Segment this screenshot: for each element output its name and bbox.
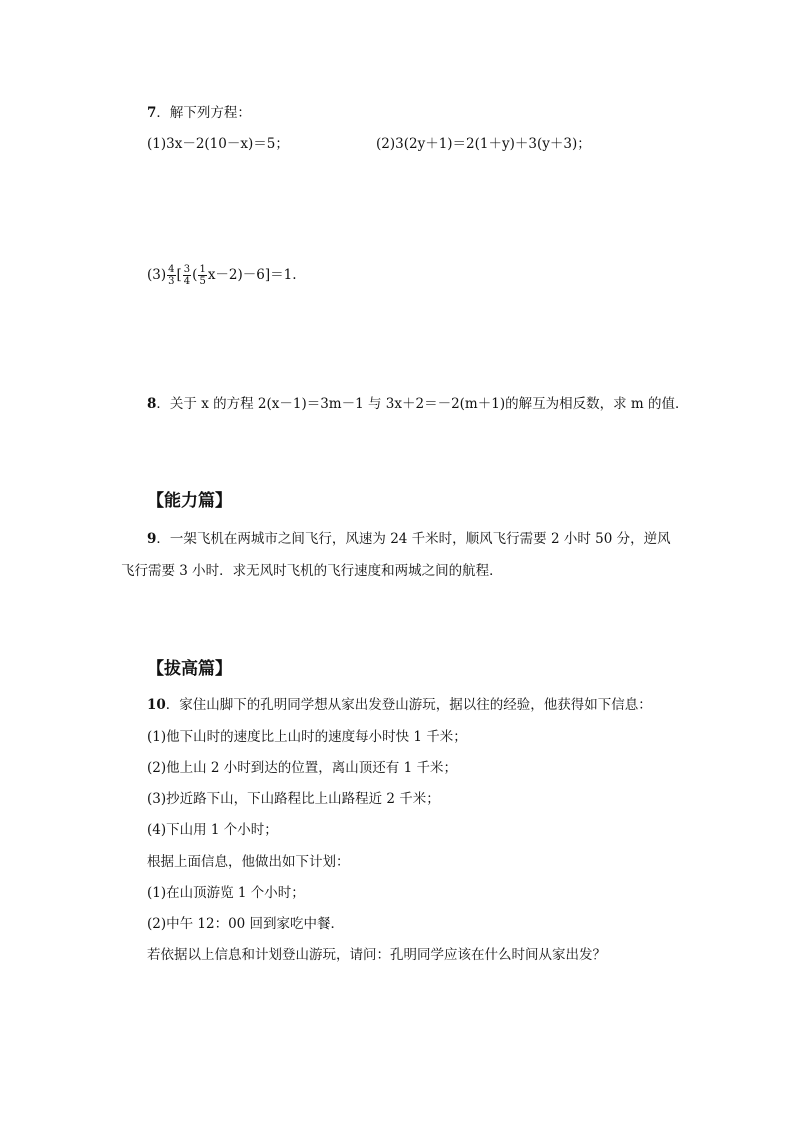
fraction-numerator: 3: [183, 264, 191, 275]
q10-plan-item: (1)在山顶游览 1 个小时；: [147, 885, 305, 901]
fraction-denominator: 3: [168, 276, 175, 287]
section-heading-advanced: 【拔高篇】: [147, 659, 232, 679]
q10-plan-intro: 根据上面信息，他做出如下计划：: [147, 854, 350, 870]
paren-open: (: [192, 267, 198, 283]
q10-info-item: (3)抄近路下山，下山路程比上山路程近 2 千米；: [147, 791, 440, 807]
bracket-open: [: [176, 267, 182, 283]
q7-title-text: ．解下列方程：: [156, 105, 251, 121]
q10-info-item: (1)他下山时的速度比上山时的速度每小时快 1 千米；: [147, 729, 467, 745]
q9-number: 9: [147, 531, 157, 547]
fraction-denominator: 4: [183, 276, 191, 287]
q7-part2: (2)3(2y＋1)＝2(1＋y)＋3(y＋3)；: [376, 136, 591, 152]
q7-part3-label: (3): [147, 267, 167, 283]
q10-intro-text: ．家住山脚下的孔明同学想从家出发登山游玩，据以往的经验，他获得如下信息：: [165, 697, 652, 713]
q7-part3: [147, 262, 297, 288]
q9-line1: [147, 530, 671, 548]
q7-part3-tail: x－2)－6]＝1.: [207, 267, 297, 283]
q8-text: ．关于 x 的方程 2(x－1)＝3m－1 与 3x＋2＝－2(m＋1)的解互为相反数，求 m 的值．: [156, 396, 689, 412]
fraction-4-3: [167, 264, 175, 287]
q10-info-item: (2)他上山 2 小时到达的位置，离山顶还有 1 千米；: [147, 760, 457, 776]
q9-text-line1: ．一架飞机在两城市之间飞行，风速为 24 千米时，顺风飞行需要 2 小时 50 分，逆风: [156, 531, 671, 547]
fraction-numerator: 1: [199, 264, 206, 275]
q10-number: 10: [147, 697, 166, 713]
q9-line2: 飞行需要 3 小时．求无风时飞机的飞行速度和两城之间的航程．: [121, 563, 503, 579]
q10-plan-item: (2)中午 12：00 回到家吃中餐．: [147, 916, 345, 932]
fraction-denominator: 5: [199, 276, 206, 287]
q10-info-item: (4)下山用 1 个小时；: [147, 822, 278, 838]
q7-title: [147, 104, 251, 122]
q8-number: 8: [147, 396, 157, 412]
fraction-1-5: [198, 264, 206, 287]
section-heading-ability: 【能力篇】: [147, 491, 232, 511]
q10-intro: [147, 696, 652, 714]
q7-part1: (1)3x－2(10－x)＝5；: [147, 136, 289, 152]
fraction-3-4: [183, 264, 191, 287]
fraction-numerator: 4: [168, 264, 175, 275]
q7-number: 7: [147, 105, 157, 121]
q8: [147, 395, 688, 413]
q10-question: 若依据以上信息和计划登山游玩，请问：孔明同学应该在什么时间从家出发？: [147, 947, 606, 963]
